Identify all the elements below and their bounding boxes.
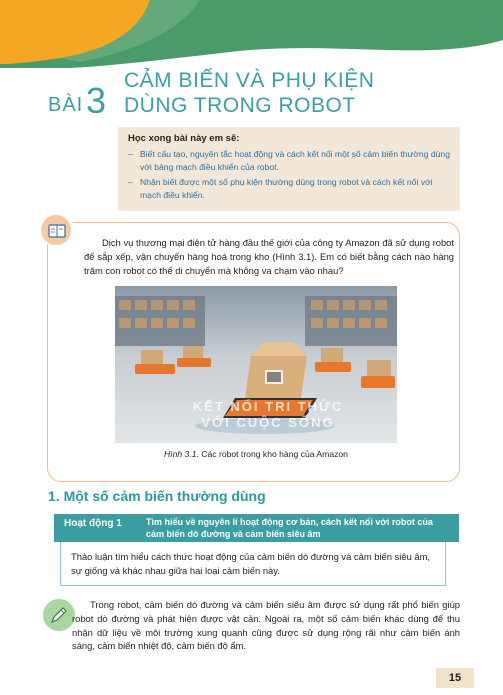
lesson-title-line2: DÙNG TRONG ROBOT <box>124 94 356 117</box>
objectives-heading: Học xong bài này em sẽ: <box>128 133 240 144</box>
bullet-dash: – <box>128 149 133 159</box>
activity-label: Hoạt động 1 <box>64 518 122 529</box>
bullet-dash: – <box>128 177 133 187</box>
objectives-box <box>118 127 460 211</box>
objective-item <box>128 176 450 202</box>
lesson-title-line1: CẢM BIẾN VÀ PHỤ KIỆN <box>124 69 375 92</box>
activity-box <box>60 542 446 586</box>
watermark-line1: KẾT NỐI TRI THỨC <box>192 399 344 414</box>
objective-text: Biết cấu tạo, nguyên tắc hoạt động và cách kết nối một số cảm biến thường dùng với bảng mạch điều khiển của robot. <box>140 149 450 172</box>
section-heading: 1. Một số cảm biến thường dùng <box>48 488 266 504</box>
figure-caption <box>115 449 397 459</box>
page-number: 15 <box>436 668 474 688</box>
top-decoration <box>0 0 503 70</box>
publisher-watermark <box>168 399 368 431</box>
objectives-list <box>128 148 450 202</box>
figure-caption-label: Hình 3.1 <box>164 449 197 459</box>
objective-text: Nhận biết được một số phụ kiện thường dùng trong robot và cách kết nối với mạch điều khiển. <box>140 177 433 200</box>
body-paragraph: Trong robot, cảm biến dò đường và cảm biến siêu âm được sử dụng rất phổ biến giúp robot dò đường và phát hiện được vật cản. Ngoài ra, một số cảm biến khác dùng để thu nhận dữ liệu về môi trường xung quanh cũng được sử dụng rộng rãi như cảm biến ánh sáng, cảm biến nhiệt độ, cảm biến độ ẩm. <box>72 599 460 652</box>
lesson-label: BÀI <box>48 94 84 116</box>
activity-title: Tìm hiểu về nguyên lí hoạt động cơ bản, cách kết nối với robot của cảm biến dò đường và cảm biến siêu âm <box>146 517 433 539</box>
activity-text: Thảo luận tìm hiểu cách thức hoạt động của cảm biến dò đường và cảm biến siêu âm, sự giống và khác nhau giữa hai loại cảm biến này. <box>71 551 431 576</box>
watermark-line2: VỚI CUỘC SỐNG <box>201 415 335 430</box>
lesson-header <box>48 70 468 122</box>
lesson-title <box>124 68 374 118</box>
lesson-number: 3 <box>86 80 107 121</box>
activity-header <box>54 514 459 542</box>
figure-caption-text: . Các robot trong kho hàng của Amazon <box>196 449 348 459</box>
intro-paragraph: Dịch vụ thương mại điện tử hàng đầu thế giới của công ty Amazon đã sử dụng robot để sắp xếp, vận chuyển hàng hoá trong kho (Hình 3.1). Em có biết bằng cách nào hàng trăm con robot có thể di chuyển mà không va chạm vào nhau? <box>84 237 454 276</box>
objective-item <box>128 148 450 174</box>
book-icon <box>39 213 73 247</box>
